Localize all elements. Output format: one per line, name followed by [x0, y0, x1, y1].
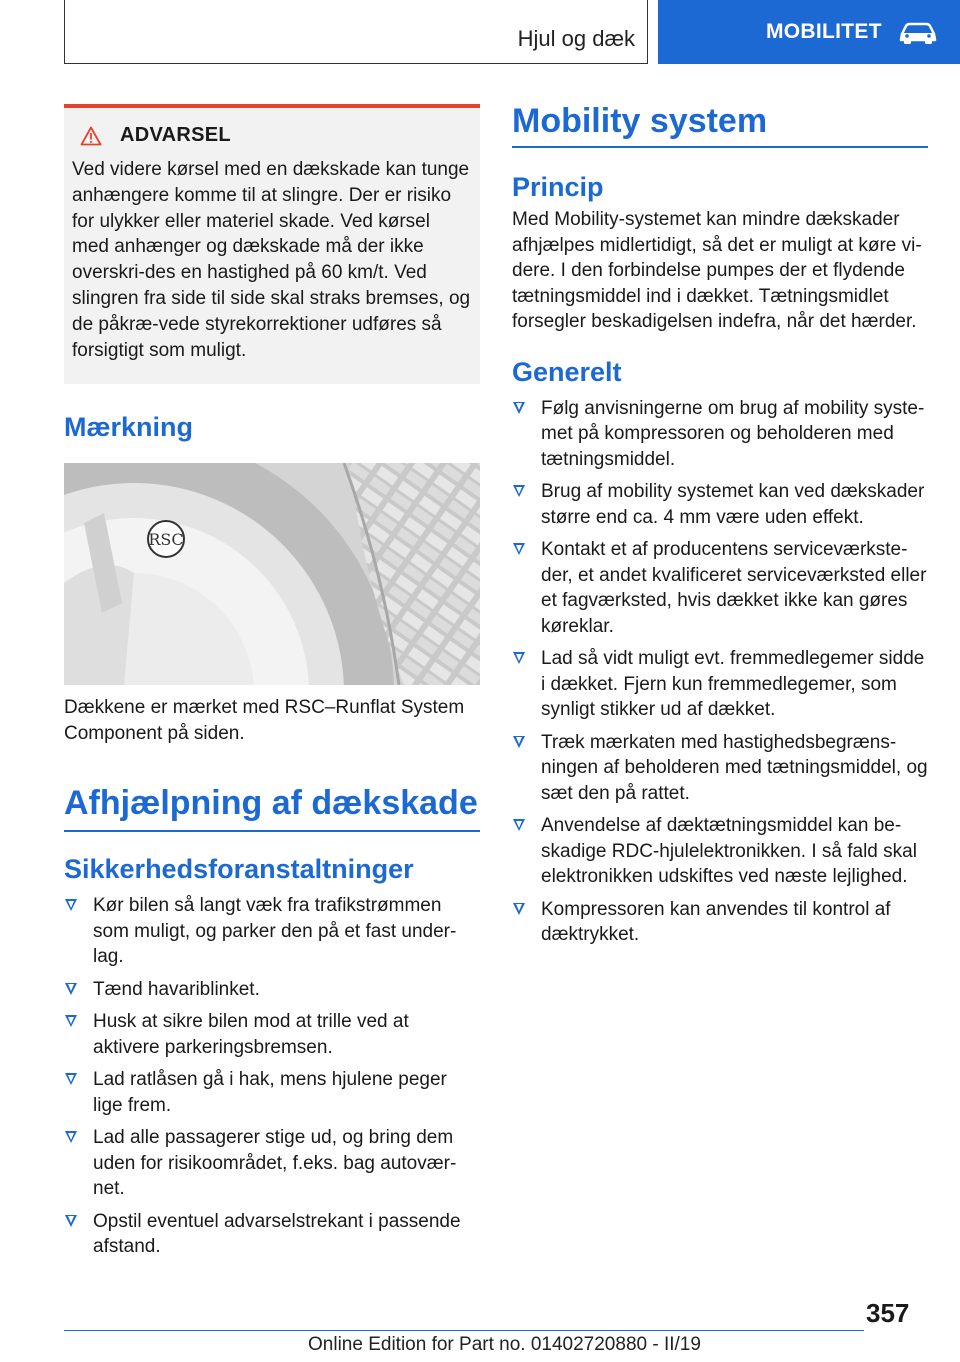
svg-text:RSC: RSC [148, 530, 184, 549]
list-item: Lad ratlåsen gå i hak, mens hjulene peger lige frem. [64, 1067, 480, 1118]
bullet-triangle-icon [513, 819, 525, 831]
list-item: Opstil eventuel advarselstrekant i passende afstand. [64, 1209, 480, 1260]
warning-text: Ved videre kørsel med en dækskade kan tunge anhængere komme til at slingre. Der er risiko for ulykker eller materiel skade. Ved kørsel med anhænger og dækskade må der ikke overskri‐des en hastighed på 60 km/t. Ved slingren fra side til side skal straks bremses, og de påkræ‐vede styrekorrektioner udføres så forsigtigt som muligt. [72, 159, 471, 361]
bullet-triangle-icon [65, 899, 77, 911]
bullet-triangle-icon [513, 903, 525, 915]
footer-divider [64, 1330, 864, 1331]
chapter-title: MOBILITET [766, 20, 882, 43]
mobility-heading: Mobility system [512, 102, 768, 140]
list-item: Kør bilen så langt væk fra trafikstrømmen som muligt, og parker den på et fast under‐lag. [64, 893, 480, 970]
header-section-box [64, 0, 648, 64]
list-item: Tænd havariblinket. [64, 977, 480, 1003]
safety-steps-list [64, 893, 480, 1260]
right-column [512, 104, 928, 955]
bullet-triangle-icon [65, 1215, 77, 1227]
general-list [512, 396, 928, 948]
warning-title: ADVARSEL [120, 124, 231, 146]
principle-text: Med Mobility-systemet kan mindre dækskader afhjælpes midlertidigt, så det er muligt at køre vi‐dere. I den forbindelse pumpes der et flydende tætningsmiddel ind i dækket. Tætningsmidlet forsegler beskadigelsen indefra, når det hærder. [512, 209, 922, 332]
bullet-triangle-icon [513, 543, 525, 555]
marking-heading: Mærkning [64, 412, 194, 442]
warning-triangle-icon [80, 126, 102, 146]
bullet-triangle-icon [513, 402, 525, 414]
bullet-triangle-icon [65, 1073, 77, 1085]
section-title: Hjul og dæk [517, 26, 635, 51]
mobility-heading-block [512, 104, 928, 148]
list-item: Anvendelse af dæktætningsmiddel kan be‐skadige RDC-hjulelektronikken. I så fald skal elektronikken udskiftes ved næste lejlighed. [512, 813, 928, 890]
list-item: Lad så vidt muligt evt. fremmedlegemer sidde i dækket. Fjern kun fremmedlegemer, som synligt stikker ud af dækket. [512, 646, 928, 723]
bullet-triangle-icon [513, 485, 525, 497]
list-item: Lad alle passagerer stige ud, og bring dem uden for risikoområdet, f.eks. bag autovær‐net. [64, 1125, 480, 1202]
tire-illustration [64, 463, 480, 685]
marking-caption: Dækkene er mærket med RSC–Runflat System Component på siden. [64, 697, 465, 744]
repair-heading-block [64, 786, 480, 832]
list-item: Brug af mobility systemet kan ved dækskader større end ca. 4 mm være uden effekt. [512, 479, 928, 530]
general-heading: Generelt [512, 356, 622, 387]
left-column [64, 104, 480, 1267]
bullet-triangle-icon [513, 652, 525, 664]
list-item: Træk mærkaten med hastighedsbegræns‐ningen af beholderen med tætningsmiddel, og sæt den på rattet. [512, 730, 928, 807]
tire-sidewall-image [64, 463, 480, 685]
bullet-triangle-icon [65, 1131, 77, 1143]
repair-heading: Afhjælpning af dækskade [64, 784, 478, 822]
bullet-triangle-icon [513, 736, 525, 748]
chapter-tab[interactable] [658, 0, 960, 64]
list-item: Kontakt et af producentens serviceværkste‐der, et andet kvalificeret serviceværksted eller et fagværksted, hvis dækket ikke kan gøres køreklar. [512, 537, 928, 639]
list-item: Følg anvisningerne om brug af mobility syste‐met på kompressoren og beholderen med tætningsmiddel. [512, 396, 928, 473]
bullet-triangle-icon [65, 1015, 77, 1027]
page-number: 357 [866, 1298, 910, 1328]
edition-text: Online Edition for Part no. 01402720880 - II/19 [308, 1334, 701, 1355]
list-item: Kompressoren kan anvendes til kontrol af dæktrykket. [512, 897, 928, 948]
warning-box [64, 104, 480, 384]
safety-heading: Sikkerhedsforanstaltninger [64, 854, 414, 884]
car-icon [898, 20, 938, 44]
warning-header [80, 124, 472, 147]
list-item: Husk at sikre bilen mod at trille ved at aktivere parkeringsbremsen. [64, 1009, 480, 1060]
bullet-triangle-icon [65, 983, 77, 995]
principle-heading: Princip [512, 172, 604, 202]
